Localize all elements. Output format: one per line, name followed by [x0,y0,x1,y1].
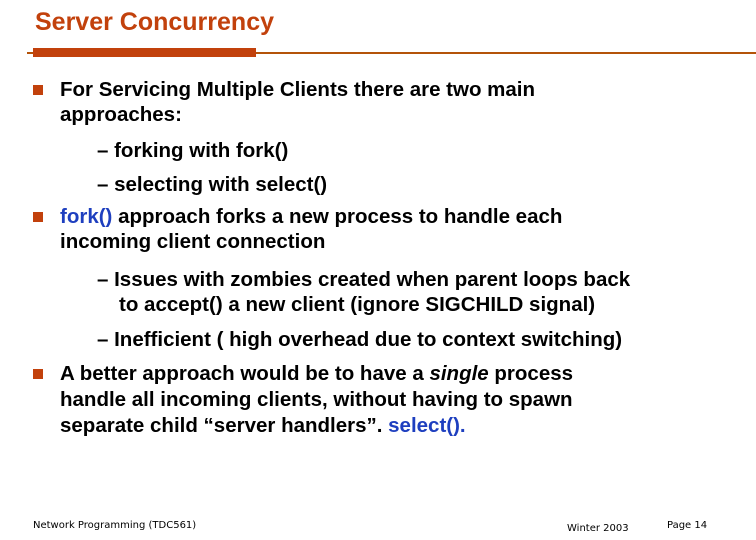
bullet-3-text-b: process [488,362,574,385]
fork-keyword: fork() [60,205,113,228]
sub-item-zombies-cont: to accept() a new client (ignore SIGCHILD signal) [119,293,596,316]
sub-item-selecting: – selecting with select() [97,173,328,196]
bullet-1-line-1: For Servicing Multiple Clients there are two main [60,78,536,101]
footer-course: Network Programming (TDC561) [33,520,197,531]
slide-title: Server Concurrency [35,8,275,36]
bullet-2-line-2: incoming client connection [60,230,326,253]
bullet-3-text-a: A better approach would be to have a [60,362,430,385]
bullet-3-line-1 [60,362,573,386]
bullet-1-line-2: approaches: [60,103,182,126]
bullet-marker [33,369,43,379]
bullet-3-line-2: handle all incoming clients, without having to spawn [60,388,573,411]
bullet-marker [33,85,43,95]
select-keyword: select(). [388,414,466,437]
bullet-2-text: approach forks a new process to handle each [112,205,563,228]
sub-item-zombies: – Issues with zombies created when parent loops back [97,268,631,291]
single-emphasis: single [429,362,489,385]
bullet-3-line-3 [60,414,466,438]
sub-item-forking: – forking with fork() [97,139,289,162]
bullet-2-line-1 [60,205,562,229]
footer-term: Winter 2003 [567,523,629,534]
sub-item-inefficient: – Inefficient ( high overhead due to context switching) [97,328,623,351]
bullet-marker [33,212,43,222]
bullet-3-text-c: separate child “server handlers”. [60,414,389,437]
title-accent-bar [33,48,256,57]
footer-page-number: Page 14 [667,520,708,531]
